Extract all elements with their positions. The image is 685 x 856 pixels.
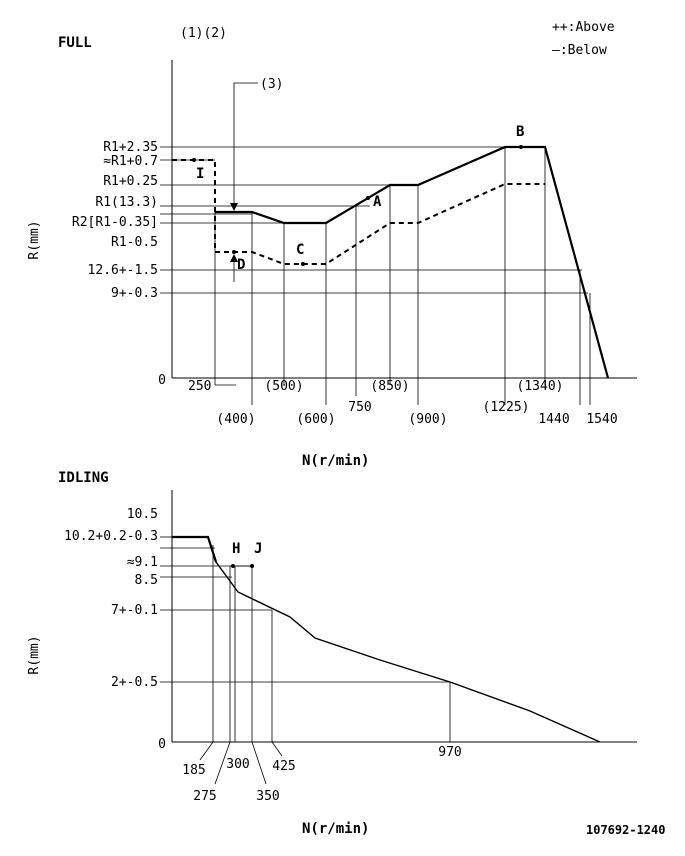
legend-above: ++:Above — [552, 20, 615, 35]
full-ylabel-0: R1+2.35 — [103, 140, 158, 155]
idling-point-j-dot — [250, 564, 254, 568]
full-ylabel-7: 9+-0.3 — [111, 286, 158, 301]
idling-tick-350 — [252, 742, 266, 784]
full-xlabel: N(r/min) — [302, 453, 370, 469]
full-point-a: A — [373, 194, 382, 210]
idling-point-h-dot — [231, 564, 235, 568]
idling-point-h: H — [232, 541, 241, 557]
full-note3-arrow — [230, 203, 238, 211]
full-xlabel-7: (1225) — [482, 400, 530, 415]
full-xlabel-5: (850) — [370, 379, 410, 394]
full-point-i-dot — [192, 158, 196, 162]
idling-xlabel-1: 275 — [193, 789, 217, 804]
full-xlabel-10: 1540 — [586, 412, 618, 427]
legend-below: —:Below — [552, 43, 607, 58]
idling-ylabel: R(mm) — [27, 635, 42, 675]
idling-xlabel-0: 185 — [182, 763, 206, 778]
full-note3: (3) — [260, 77, 284, 92]
idling-xlabel-4: 425 — [272, 759, 296, 774]
full-ylabel-8: 0 — [158, 373, 166, 388]
full-point-b: B — [516, 124, 525, 140]
full-point-d-dot — [232, 250, 236, 254]
idling-ylabel-5: 2+-0.5 — [111, 675, 158, 690]
full-ylabel-6: 12.6+-1.5 — [87, 263, 158, 278]
idling-xlabel-5: 970 — [438, 745, 462, 760]
idling-ylabel-4: 7+-0.1 — [111, 603, 158, 618]
drawing-number: 107692-1240 — [586, 823, 666, 837]
idling-ylabel-1: 10.2+0.2-0.3 — [64, 529, 158, 544]
full-point-c: C — [296, 242, 305, 258]
idling-ylabel-2: ≈9.1 — [126, 555, 158, 570]
full-xlabel-3: (600) — [296, 412, 336, 427]
idling-tick-185 — [200, 742, 213, 760]
full-xlabel-8: (1340) — [516, 379, 564, 394]
idling-xlabel-2: 300 — [226, 757, 250, 772]
full-ylabel-2: R1+0.25 — [103, 174, 158, 189]
idling-title: IDLING — [58, 470, 109, 486]
idling-xlabel: N(r/min) — [302, 821, 370, 837]
full-point-b-dot — [519, 145, 523, 149]
full-curve-below — [215, 147, 608, 378]
idling-ylabel-3: 8.5 — [134, 573, 158, 588]
idling-curve — [172, 537, 600, 742]
full-xlabel-2: (500) — [264, 379, 304, 394]
full-point-d: D — [237, 257, 246, 273]
full-ylabel-5: R1-0.5 — [111, 235, 158, 250]
full-point-c-dot — [301, 262, 305, 266]
full-ylabel-4: R2[R1-0.35] — [71, 215, 158, 230]
full-xlabel-4: 750 — [348, 400, 372, 415]
full-ylabel: R(mm) — [27, 220, 42, 260]
idling-xlabel-3: 350 — [256, 789, 280, 804]
full-point-a-dot — [366, 196, 370, 200]
idling-tick-425 — [272, 742, 282, 756]
full-xlabel-6: (900) — [408, 412, 448, 427]
full-xlabel-0: 250 — [188, 379, 212, 394]
full-ylabel-3: R1(13.3) — [95, 195, 158, 210]
idling-point-j: J — [254, 541, 263, 557]
full-note3-leader — [234, 83, 258, 209]
full-notes: (1)(2) — [180, 26, 227, 41]
idling-ylabel-6: 0 — [158, 737, 166, 752]
full-ylabel-1: ≈R1+0.7 — [103, 154, 158, 169]
idling-ylabel-0: 10.5 — [126, 507, 158, 522]
full-title: FULL — [58, 35, 92, 51]
idling-curve-flat — [172, 537, 216, 562]
full-point-i: I — [196, 166, 205, 182]
full-xlabel-1: (400) — [216, 412, 256, 427]
full-xlabel-9: 1440 — [538, 412, 570, 427]
